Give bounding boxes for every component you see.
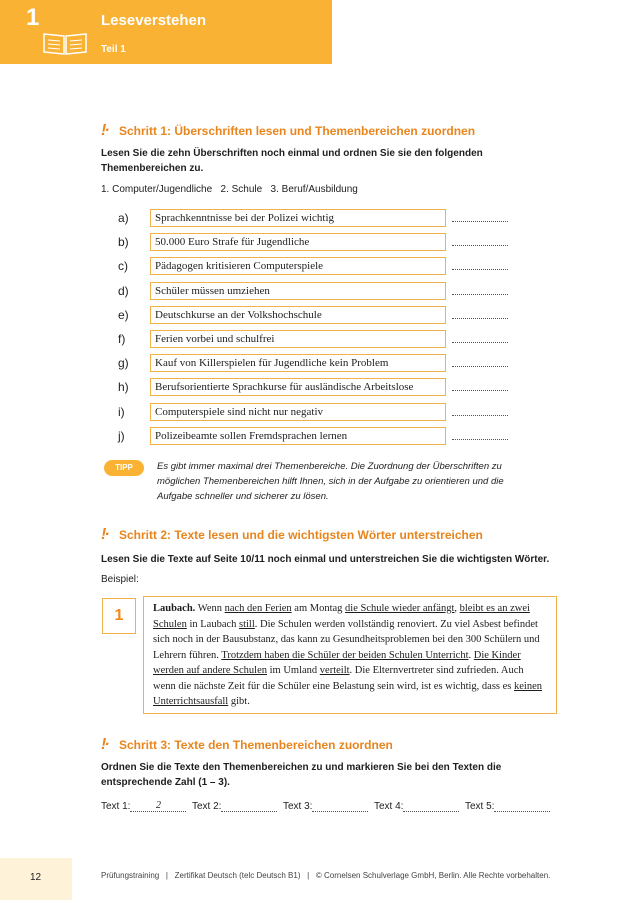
- headline-letter: a): [118, 211, 129, 225]
- answer-line[interactable]: [452, 342, 508, 343]
- example-t18: gibt.: [228, 696, 250, 707]
- page-number: 12: [30, 872, 42, 883]
- headline-letter: e): [118, 307, 129, 322]
- example-t9: still: [239, 618, 255, 630]
- example-t17: keinen Unterrichtsausfall: [153, 680, 542, 707]
- exclamation-icon: !·: [101, 736, 108, 753]
- headline-row: [118, 233, 518, 251]
- answer-line[interactable]: [452, 294, 508, 295]
- text-answer-field[interactable]: [403, 800, 459, 812]
- example-t13: Die Kinder werden auf andere Schulen: [153, 649, 521, 676]
- text-answer-4: [374, 800, 459, 812]
- step1-categories: 1. Computer/Jugendliche 2. Schule 3. Beruf/Ausbildung: [101, 184, 358, 195]
- text-label: Text 4:: [374, 801, 404, 812]
- headline-box: Kauf von Killerspielen für Jugendliche kein Problem: [150, 354, 446, 372]
- example-t11: Trotzdem haben die Schüler der beiden Schulen Unterricht: [221, 649, 469, 661]
- text-answer-field[interactable]: 2: [130, 800, 186, 812]
- example-t5: die Schule wieder anfängt: [345, 603, 455, 614]
- headline-row: [118, 306, 518, 324]
- headline-box: Computerspiele sind nicht nur negativ: [150, 403, 446, 421]
- headline-letter: d): [118, 283, 129, 298]
- headline-box: 50.000 Euro Strafe für Jugendliche: [150, 233, 446, 251]
- headline-row: [118, 354, 518, 372]
- text-answer-5: [465, 800, 550, 812]
- step3-heading: [101, 736, 393, 754]
- answer-line[interactable]: [452, 269, 508, 270]
- text-answer-field[interactable]: [312, 800, 368, 812]
- example-t14: im Umland: [267, 665, 320, 676]
- headline-letter: g): [118, 356, 129, 371]
- example-t2: Wenn: [195, 603, 225, 614]
- example-t1: Laubach.: [153, 603, 196, 614]
- step2-title: Schritt 2: Texte lesen und die wichtigsten Wörter unterstreichen: [119, 528, 483, 542]
- headline-letter: b): [118, 235, 129, 250]
- headline-box: Polizeibeamte sollen Fremdsprachen lernen: [150, 427, 446, 445]
- text-label: Text 5:: [465, 801, 495, 812]
- example-t15: verteilt: [319, 665, 350, 676]
- section-title: Leseverstehen: [101, 12, 207, 29]
- example-number: 1: [102, 598, 136, 634]
- answer-line[interactable]: [452, 318, 508, 319]
- text-answer-field[interactable]: [221, 800, 277, 812]
- book-icon: [42, 30, 88, 56]
- answer-line[interactable]: [452, 415, 508, 416]
- example-text: [153, 601, 548, 710]
- example-t7: bleibt es an zwei Schulen: [153, 603, 530, 630]
- text-answer-field[interactable]: [494, 800, 550, 812]
- footer-text: Prüfungstraining | Zertifikat Deutsch (telc Deutsch B1) | © Cornelsen Schulverlage GmbH, Berlin. Alle Rechte vorbehalten.: [101, 871, 551, 880]
- answer-line[interactable]: [452, 439, 508, 440]
- headline-row: [118, 209, 518, 227]
- text-answer-3: [283, 800, 368, 812]
- text-answer-2: [192, 800, 277, 812]
- answer-line[interactable]: [452, 366, 508, 367]
- step3-instruction: Ordnen Sie die Texte den Themenbereichen zu und markieren Sie bei den Texten die entsprechende Zahl (1 – 3).: [101, 762, 502, 788]
- step1-instruction: Lesen Sie die zehn Überschriften noch einmal und ordnen Sie sie den folgenden Themenbereichen zu.: [101, 148, 483, 174]
- section-subtitle: Teil 1: [101, 44, 126, 55]
- headline-letter: c): [118, 259, 128, 274]
- headline-row: [118, 330, 518, 348]
- chapter-number: 1: [26, 4, 40, 31]
- example-t4: am Montag: [291, 603, 346, 614]
- example-t10: . Die Schulen werden vollständig renoviert. Zu viel Asbest befindet sich noch in der Bausubstanz, das kann zu Gesundheitsproblemen bei den 300 Schülern und Lehrern führen.: [153, 618, 540, 661]
- headline-row: [118, 427, 518, 445]
- answer-line[interactable]: [452, 390, 508, 391]
- headline-letter: i): [118, 404, 125, 419]
- headline-box: Sprachkenntnisse bei der Polizei wichtig: [150, 209, 446, 227]
- exclamation-icon: !·: [101, 526, 108, 543]
- headline-letter: f): [118, 332, 126, 346]
- example-box: [143, 596, 557, 714]
- headline-letter: h): [118, 380, 129, 395]
- step1-title: Schritt 1: Überschriften lesen und Themenbereichen zuordnen: [119, 124, 476, 138]
- exclamation-icon: !·: [101, 122, 108, 139]
- example-t3: nach den Ferien: [224, 603, 292, 614]
- text-answer-1: [101, 800, 186, 812]
- answer-line[interactable]: [452, 221, 508, 222]
- headline-letter: j): [118, 428, 125, 443]
- example-t6: ,: [454, 603, 460, 614]
- tipp-badge: TIPP: [104, 460, 144, 476]
- step2-instruction: Lesen Sie die Texte auf Seite 10/11 noch einmal und unterstreichen Sie die wichtigsten Wörter.: [101, 554, 550, 565]
- step1-heading: [101, 122, 475, 140]
- example-t8: in Laubach: [186, 618, 240, 630]
- text-label: Text 3:: [283, 801, 313, 812]
- answer-line[interactable]: [452, 245, 508, 246]
- headline-box: Ferien vorbei und schulfrei: [150, 330, 446, 348]
- step2-heading: [101, 526, 483, 544]
- step3-title: Schritt 3: Texte den Themenbereichen zuordnen: [119, 738, 393, 752]
- headline-box: Pädagogen kritisieren Computerspiele: [150, 257, 446, 275]
- chapter-header: [0, 0, 332, 64]
- example-label: Beispiel:: [101, 574, 139, 585]
- text-label: Text 1:: [101, 801, 131, 812]
- example-t12: .: [468, 649, 474, 661]
- text-label: Text 2:: [192, 801, 222, 812]
- tipp-text: Es gibt immer maximal drei Themenbereiche. Die Zuordnung der Überschriften zu möglichen Themenbereichen hilft Ihnen, sich in der Aufgabe zu orientieren und die Aufgabe schneller und sicherer zu lösen.: [157, 461, 504, 502]
- headline-row: [118, 403, 518, 421]
- headline-box: Deutschkurse an der Volkshochschule: [150, 306, 446, 324]
- headline-row: [118, 282, 518, 300]
- headline-box: Schüler müssen umziehen: [150, 282, 446, 300]
- headline-row: [118, 257, 518, 275]
- headline-row: [118, 378, 518, 396]
- headline-box: Berufsorientierte Sprachkurse für ausländische Arbeitslose: [150, 378, 446, 396]
- example-t16: . Die Elternvertreter sind zufrieden. Auch wenn die nächste Zeit für die Schüler eine Belastung sein wird, ist es wichtig, dass es: [153, 665, 524, 692]
